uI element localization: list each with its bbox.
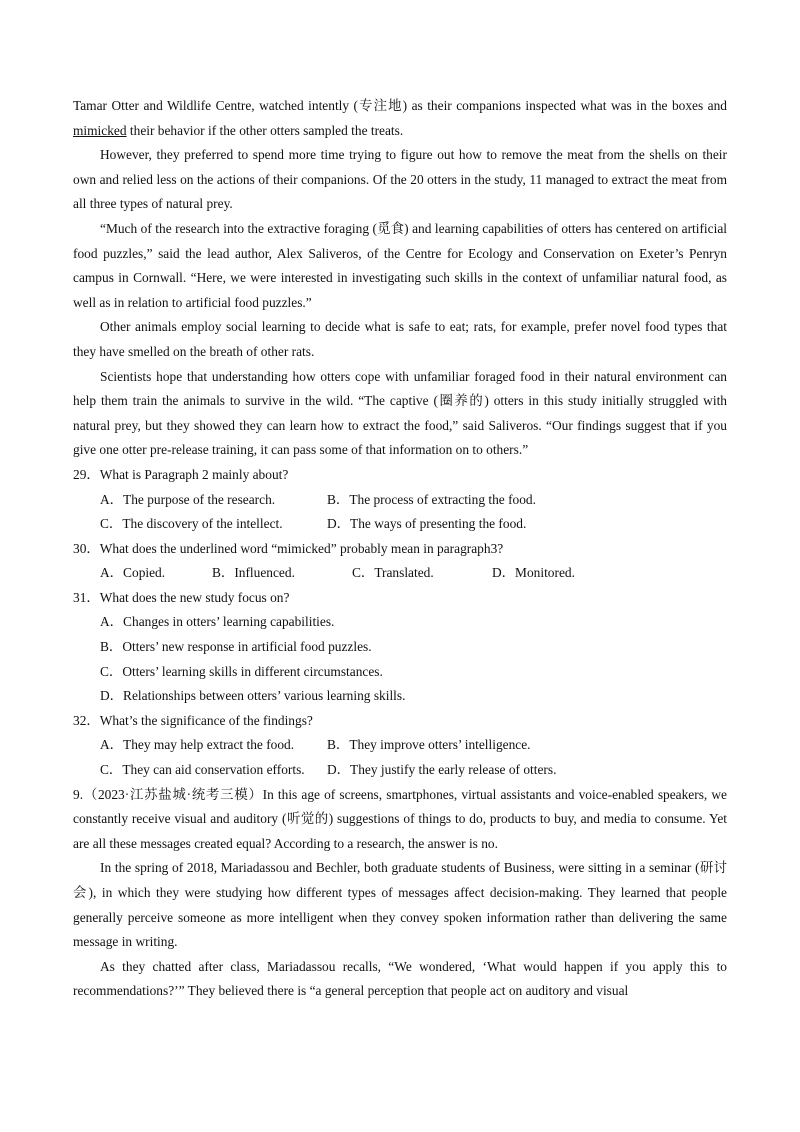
option-c: C．The discovery of the intellect. — [100, 516, 283, 532]
option-c: C．They can aid conservation efforts. — [100, 762, 305, 778]
option-d: D．Monitored. — [492, 565, 575, 581]
option-c: C．Translated. — [352, 565, 434, 581]
question-stem: 32．What’s the significance of the findings? — [73, 712, 313, 728]
question-stem: 29．What is Paragraph 2 mainly about? — [73, 466, 289, 482]
option-a: A．Copied. — [100, 565, 166, 581]
question-29 — [73, 463, 727, 537]
option-b: B．They improve otters’ intelligence. — [327, 737, 531, 753]
question-stem: 30．What does the underlined word “mimicked” probably mean in paragraph3? — [73, 540, 504, 556]
passage-9-paragraph-3: As they chatted after class, Mariadassou recalls, “We wondered, ‘What would happen if you apply this to recommendations?’” They believed there is “a general perception that people act on auditory and visual — [73, 958, 727, 999]
document-page — [73, 94, 727, 1004]
passage-paragraph-3: “Much of the research into the extractive foraging (觅食) and learning capabilities of otters has centered on artificial food puzzles,” said the lead author, Alex Saliveros, of the Centre for Ecology and Conservation on Exeter’s Penryn campus in Cornwall. “Here, we were interested in investigating such skills in the context of unfamiliar natural food, as well as in relation to artificial food puzzles.” — [73, 220, 727, 310]
option-b: B．Influenced. — [212, 565, 295, 581]
option-a: A．They may help extract the food. — [100, 737, 295, 753]
passage-paragraph-5: Scientists hope that understanding how otters cope with unfamiliar foraged food in their natural environment can help them train the animals to survive in the wild. “The captive (圈养的) otters in this study initially struggled with natural prey, but they showed they can learn how to extract the food,” said Saliveros. “Our findings suggest that if you give one otter pre-release training, it can pass some of that information on to others.” — [73, 368, 727, 458]
option-b: B．The process of extracting the food. — [327, 491, 536, 507]
option-a: A．Changes in otters’ learning capabilities. — [100, 614, 335, 630]
option-d: D．They justify the early release of otters. — [327, 762, 557, 778]
option-b: B．Otters’ new response in artificial food puzzles. — [100, 639, 372, 655]
underlined-word-mimicked: mimicked — [73, 122, 127, 138]
question-stem: 31．What does the new study focus on? — [73, 589, 290, 605]
passage-9-paragraph-2: In the spring of 2018, Mariadassou and Bechler, both graduate students of Business, were sitting in a seminar (研讨会), in which they were studying how different types of messages affect decision-making. They learned that people generally perceive someone as more intelligent when they convey spoken information rather than delivering the same message in writing. — [73, 860, 727, 950]
question-32 — [73, 709, 727, 783]
option-a: A．The purpose of the research. — [100, 491, 276, 507]
passage-paragraph-1: Tamar Otter and Wildlife Centre, watched intently (专注地) as their companions inspected what was in the boxes and mimicked their behavior if the other otters sampled the treats. — [73, 98, 727, 138]
option-d: D．The ways of presenting the food. — [327, 516, 527, 532]
passage-9-paragraph-1: 9.（2023·江苏盐城·统考三模）In this age of screens, smartphones, virtual assistants and voice-enabled speakers, we constantly receive visual and auditory (听觉的) suggestions of things to do, products to buy, and media to consume. Yet are all these messages created equal? According to a research, the answer is no. — [73, 786, 727, 851]
option-d: D．Relationships between otters’ various learning skills. — [100, 688, 406, 704]
question-30 — [73, 537, 727, 586]
option-c: C．Otters’ learning skills in different circumstances. — [100, 663, 383, 679]
question-31 — [73, 586, 727, 709]
passage-paragraph-4: Other animals employ social learning to decide what is safe to eat; rats, for example, prefer novel food types that they have smelled on the breath of other rats. — [73, 319, 727, 359]
passage-paragraph-2: However, they preferred to spend more time trying to figure out how to remove the meat from the shells on their own and relied less on the actions of their companions. Of the 20 otters in the study, 11 managed to extract the meat from all three types of natural prey. — [73, 147, 727, 212]
